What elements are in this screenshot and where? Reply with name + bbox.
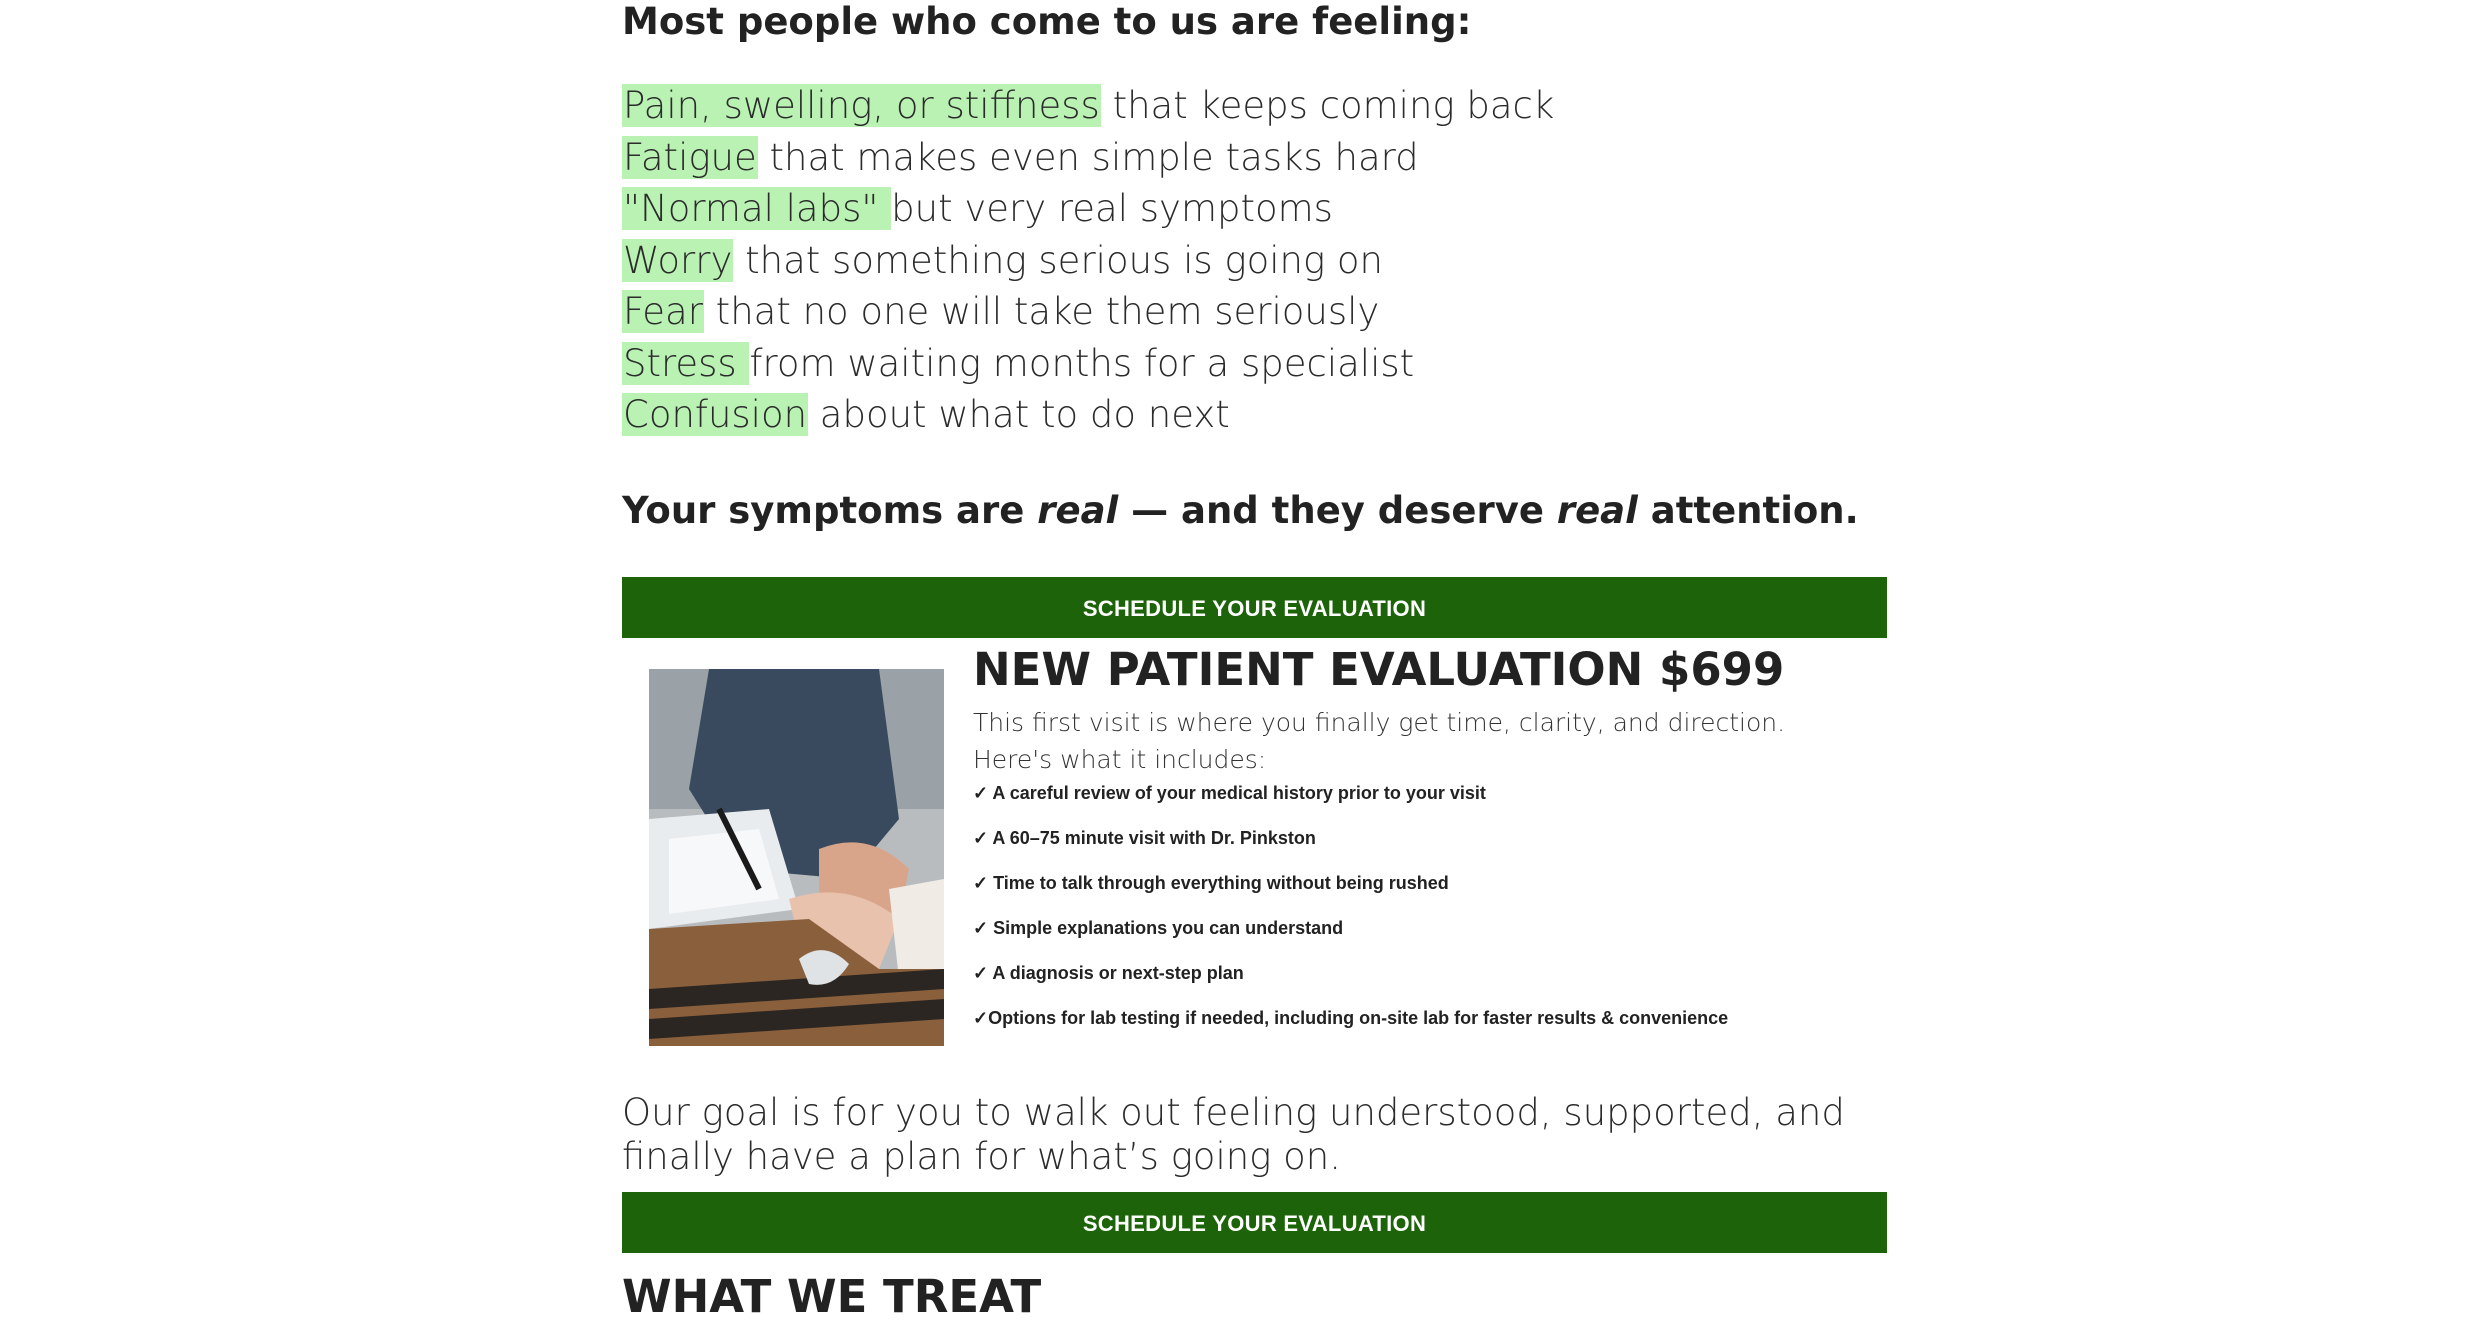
schedule-evaluation-button[interactable]: SCHEDULE YOUR EVALUATION <box>622 1192 1887 1253</box>
feeling-item <box>622 80 1554 132</box>
feeling-highlight: "Normal labs" <box>623 187 891 230</box>
feeling-text: from waiting months for a specialist <box>749 341 1415 385</box>
feeling-text: that no one will take them seriously <box>703 290 1380 333</box>
tagline-part: — and they deserve <box>1118 489 1557 532</box>
feeling-highlight: Stress <box>623 341 749 385</box>
photo-illustration <box>649 669 944 1046</box>
evaluation-description-line: Here's what it includes: <box>973 745 1267 774</box>
goal-statement: Our goal is for you to walk out feeling understood, supported, and finally have a plan for what’s going on. <box>622 1091 1845 1178</box>
feeling-highlight: Fatigue <box>623 135 757 179</box>
tagline <box>622 489 1859 532</box>
feelings-heading: Most people who come to us are feeling: <box>622 0 1472 43</box>
tagline-emphasis: real <box>1556 489 1638 532</box>
feeling-item <box>622 389 1554 441</box>
feeling-text: that makes even simple tasks hard <box>757 135 1419 179</box>
feelings-list <box>622 80 1554 441</box>
feeling-item <box>622 183 1554 235</box>
feeling-highlight: Confusion <box>623 393 808 436</box>
feeling-item <box>622 132 1554 184</box>
feeling-highlight: Fear <box>623 290 703 333</box>
feeling-highlight: Pain, swelling, or stiffness <box>623 84 1100 127</box>
what-we-treat-heading: WHAT WE TREAT <box>622 1270 1042 1323</box>
feeling-text: that keeps coming back <box>1100 84 1555 127</box>
feeling-item <box>622 286 1554 338</box>
feeling-text: that something serious is going on <box>733 238 1384 282</box>
evaluation-includes-list <box>973 778 1728 1048</box>
list-item: ✓Options for lab testing if needed, including on-site lab for faster results & convenience <box>973 1008 1729 1028</box>
feeling-text: but very real symptoms <box>891 187 1333 230</box>
list-item: ✓ A careful review of your medical history prior to your visit <box>973 783 1486 803</box>
patient-consultation-photo <box>649 669 944 1046</box>
tagline-emphasis: real <box>1037 489 1119 532</box>
list-item: ✓ Simple explanations you can understand <box>973 918 1344 938</box>
evaluation-description-line: This first visit is where you finally get time, clarity, and direction. <box>973 708 1786 737</box>
list-item: ✓ A 60–75 minute visit with Dr. Pinkston <box>973 828 1316 848</box>
evaluation-description <box>973 704 1785 778</box>
feeling-item <box>622 338 1554 390</box>
schedule-evaluation-button[interactable]: SCHEDULE YOUR EVALUATION <box>622 577 1887 638</box>
feeling-text: about what to do next <box>808 393 1230 436</box>
list-item: ✓ Time to talk through everything without being rushed <box>973 873 1449 893</box>
feeling-item <box>622 235 1554 287</box>
feeling-highlight: Worry <box>623 238 733 282</box>
tagline-part: Your symptoms are <box>622 489 1038 532</box>
evaluation-title: NEW PATIENT EVALUATION $699 <box>973 643 1785 696</box>
list-item: ✓ A diagnosis or next-step plan <box>973 963 1244 983</box>
tagline-part: attention. <box>1637 489 1859 532</box>
